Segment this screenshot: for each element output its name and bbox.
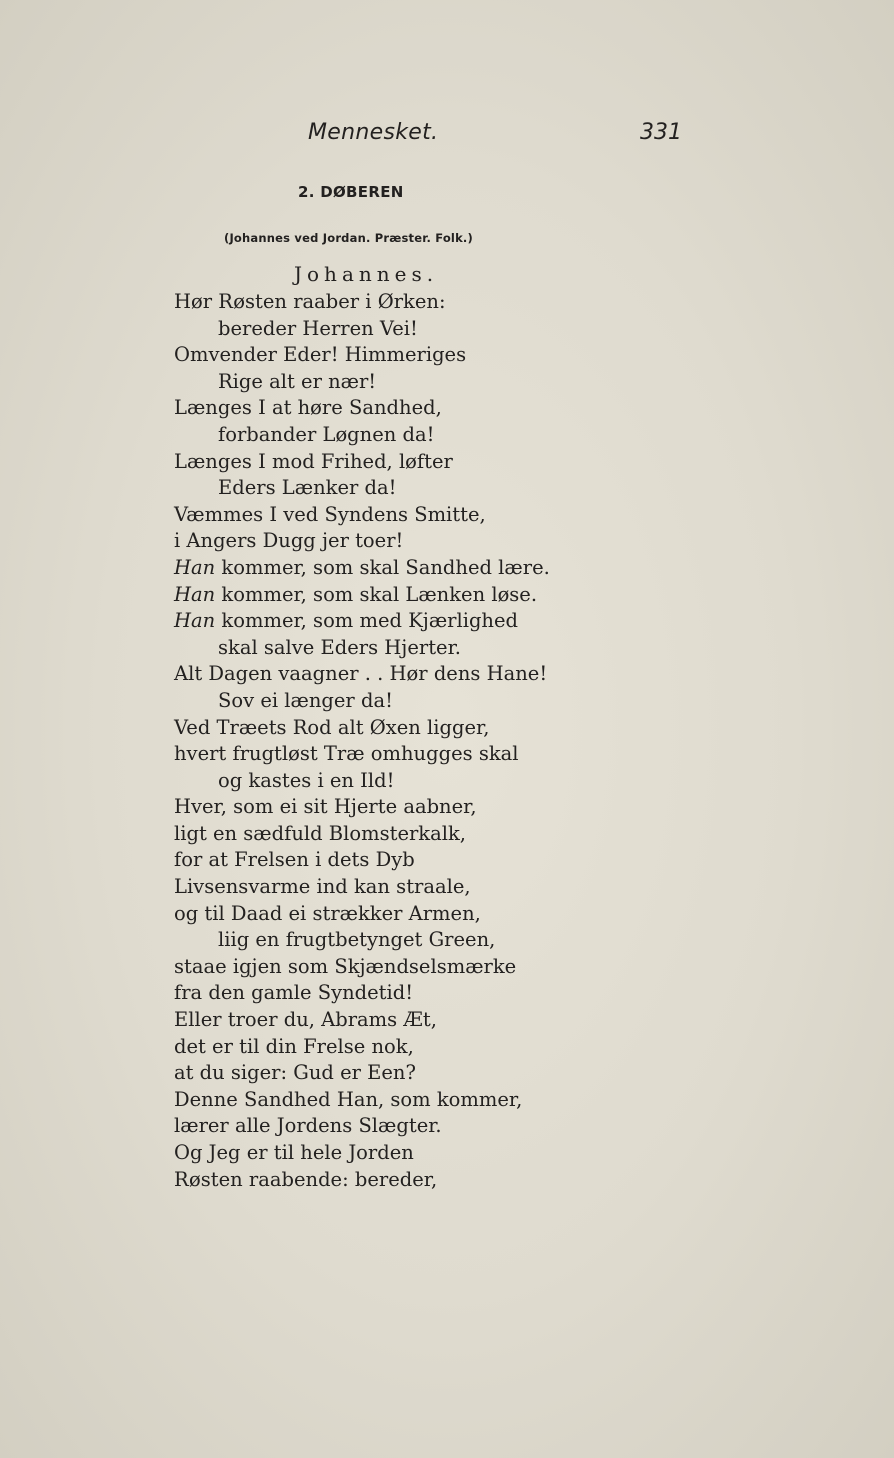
verse-line: Han kommer, som skal Lænken løse.	[174, 582, 538, 606]
page-number: 331	[640, 120, 682, 145]
verse-line: Denne Sandhed Han, som kommer,	[174, 1087, 523, 1111]
verse-line: Røsten raabende: bereder,	[174, 1167, 438, 1191]
speaker-emphasis: Han	[174, 555, 216, 579]
verse-line: Eller troer du, Abrams Æt,	[174, 1008, 437, 1032]
verse-line: Væmmes I ved Syndens Smitte,	[174, 502, 486, 526]
verse-line: for at Frelsen i dets Dyb	[174, 848, 415, 872]
verse-line: og til Daad ei strækker Armen,	[174, 901, 481, 925]
verse-line: Ved Træets Rod alt Øxen ligger,	[174, 715, 490, 739]
verse-line: Alt Dagen vaagner . . Hør dens Hane!	[174, 662, 548, 686]
verse-line: at du siger: Gud er Een?	[174, 1061, 416, 1085]
verse-line: Hør Røsten raaber i Ørken:	[174, 290, 446, 313]
verse-line: Og Jeg er til hele Jorden	[174, 1141, 414, 1164]
verse-line: Hver, som ei sit Hjerte aabner,	[174, 795, 477, 819]
speaker-emphasis: Han	[174, 582, 216, 606]
verse-line: det er til din Frelse nok,	[174, 1034, 414, 1058]
verse-line: Omvender Eder! Himmeriges	[174, 343, 467, 367]
verse-line: Sov ei længer da!	[218, 688, 393, 712]
verse-line: Livsensvarme ind kan straale,	[174, 875, 471, 899]
verse-line: Længes I at høre Sandhed,	[174, 396, 442, 420]
running-title: Mennesket.	[308, 120, 439, 145]
verse-line: forbander Løgnen da!	[218, 422, 435, 446]
verse-line: hvert frugtløst Træ omhugges skal	[174, 742, 519, 766]
verse-line: staae igjen som Skjændselsmærke	[174, 954, 517, 978]
verse-line: og kastes i en Ild!	[218, 768, 395, 792]
scene-subtitle: (Johannes ved Jordan. Præster. Folk.)	[224, 231, 473, 245]
verse-line: Han kommer, som med Kjærlighed	[174, 609, 519, 633]
verse-line: Han kommer, som skal Sandhed lære.	[174, 555, 550, 579]
verse-line: ligt en sædfuld Blomsterkalk,	[174, 821, 466, 845]
speaker-name: Johannes.	[294, 262, 439, 286]
verse-line: i Angers Dugg jer toer!	[174, 529, 404, 553]
verse-line: lærer alle Jordens Slægter.	[174, 1114, 442, 1138]
speaker-emphasis: Han	[174, 609, 216, 633]
verse-line: liig en frugtbetynget Green,	[218, 928, 496, 952]
verse-line: bereder Herren Vei!	[218, 316, 418, 340]
verse-line: skal salve Eders Hjerter.	[218, 635, 461, 659]
verse-line: Rige alt er nær!	[218, 369, 377, 393]
verse-line: fra den gamle Syndetid!	[174, 981, 414, 1005]
verse-line: Eders Lænker da!	[218, 476, 397, 500]
verse-line: Længes I mod Frihed, løfter	[174, 449, 453, 473]
verse-block	[174, 289, 594, 1193]
section-title: 2. DØBEREN	[298, 183, 404, 201]
page-header	[0, 120, 894, 156]
